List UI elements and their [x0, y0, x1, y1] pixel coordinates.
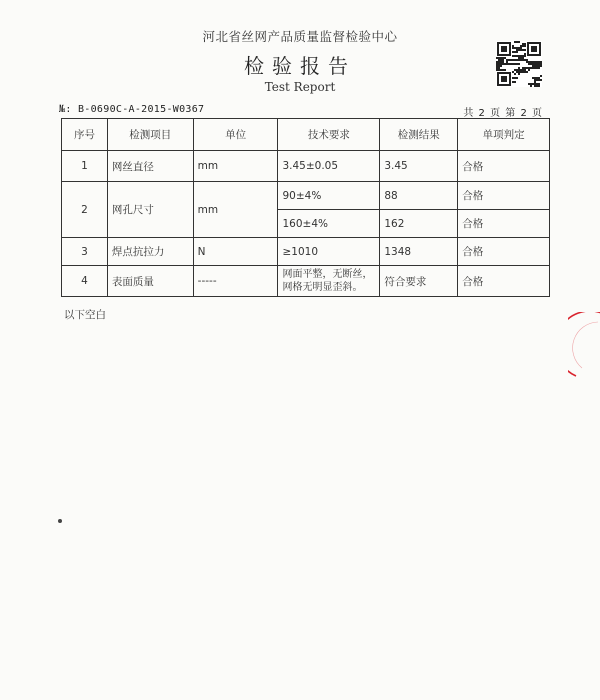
- results-table: [61, 118, 550, 297]
- verdict-cell: 合格: [458, 238, 550, 266]
- test-item: 表面质量: [107, 266, 193, 297]
- test-item: 焊点抗拉力: [107, 238, 193, 266]
- test-item: 网孔尺寸: [107, 182, 193, 238]
- row-number: 1: [62, 151, 108, 182]
- result-cell: 162: [380, 210, 458, 238]
- table-row: [62, 151, 550, 182]
- unit-cell: N: [193, 238, 278, 266]
- requirement-cell: 90±4%: [278, 182, 380, 210]
- result-cell: 3.45: [380, 151, 458, 182]
- row-number: 2: [62, 182, 108, 238]
- requirement-cell: ≥1010: [278, 238, 380, 266]
- table-row: [62, 238, 550, 266]
- qr-code-icon: [496, 41, 542, 87]
- verdict-cell: 合格: [458, 266, 550, 297]
- verdict-cell: 合格: [458, 182, 550, 210]
- table-header-row: [62, 119, 550, 151]
- seal-stamp-edge: [568, 312, 600, 378]
- header-cell: 技术要求: [278, 119, 380, 151]
- unit-cell: -----: [193, 266, 278, 297]
- result-cell: 1348: [380, 238, 458, 266]
- header-cell: 序号: [62, 119, 108, 151]
- report-number: №: B-0690C-A-2015-W0367: [59, 104, 205, 115]
- row-number: 3: [62, 238, 108, 266]
- result-cell: 符合要求: [380, 266, 458, 297]
- header-cell: 单位: [193, 119, 278, 151]
- page-indicator: 共 2 页 第 2 页: [463, 108, 543, 119]
- blank-below-note: 以下空白: [64, 309, 106, 321]
- unit-cell: mm: [193, 151, 278, 182]
- verdict-cell: 合格: [458, 210, 550, 238]
- requirement-cell: 3.45±0.05: [278, 151, 380, 182]
- table-row: [62, 266, 550, 297]
- row-number: 4: [62, 266, 108, 297]
- verdict-cell: 合格: [458, 151, 550, 182]
- header-cell: 检测项目: [107, 119, 193, 151]
- test-item: 网丝直径: [107, 151, 193, 182]
- header-cell: 检测结果: [380, 119, 458, 151]
- report-title: 检验报告: [244, 54, 356, 78]
- result-cell: 88: [380, 182, 458, 210]
- requirement-cell: 网面平整，无断丝，网格无明显歪斜。: [278, 266, 380, 297]
- header-cell: 单项判定: [458, 119, 550, 151]
- report-subtitle: Test Report: [264, 80, 336, 94]
- table-row: [62, 182, 550, 210]
- unit-cell: mm: [193, 182, 278, 238]
- ink-speck: [58, 519, 62, 523]
- requirement-cell: 160±4%: [278, 210, 380, 238]
- organization-name: 河北省丝网产品质量监督检验中心: [202, 29, 398, 44]
